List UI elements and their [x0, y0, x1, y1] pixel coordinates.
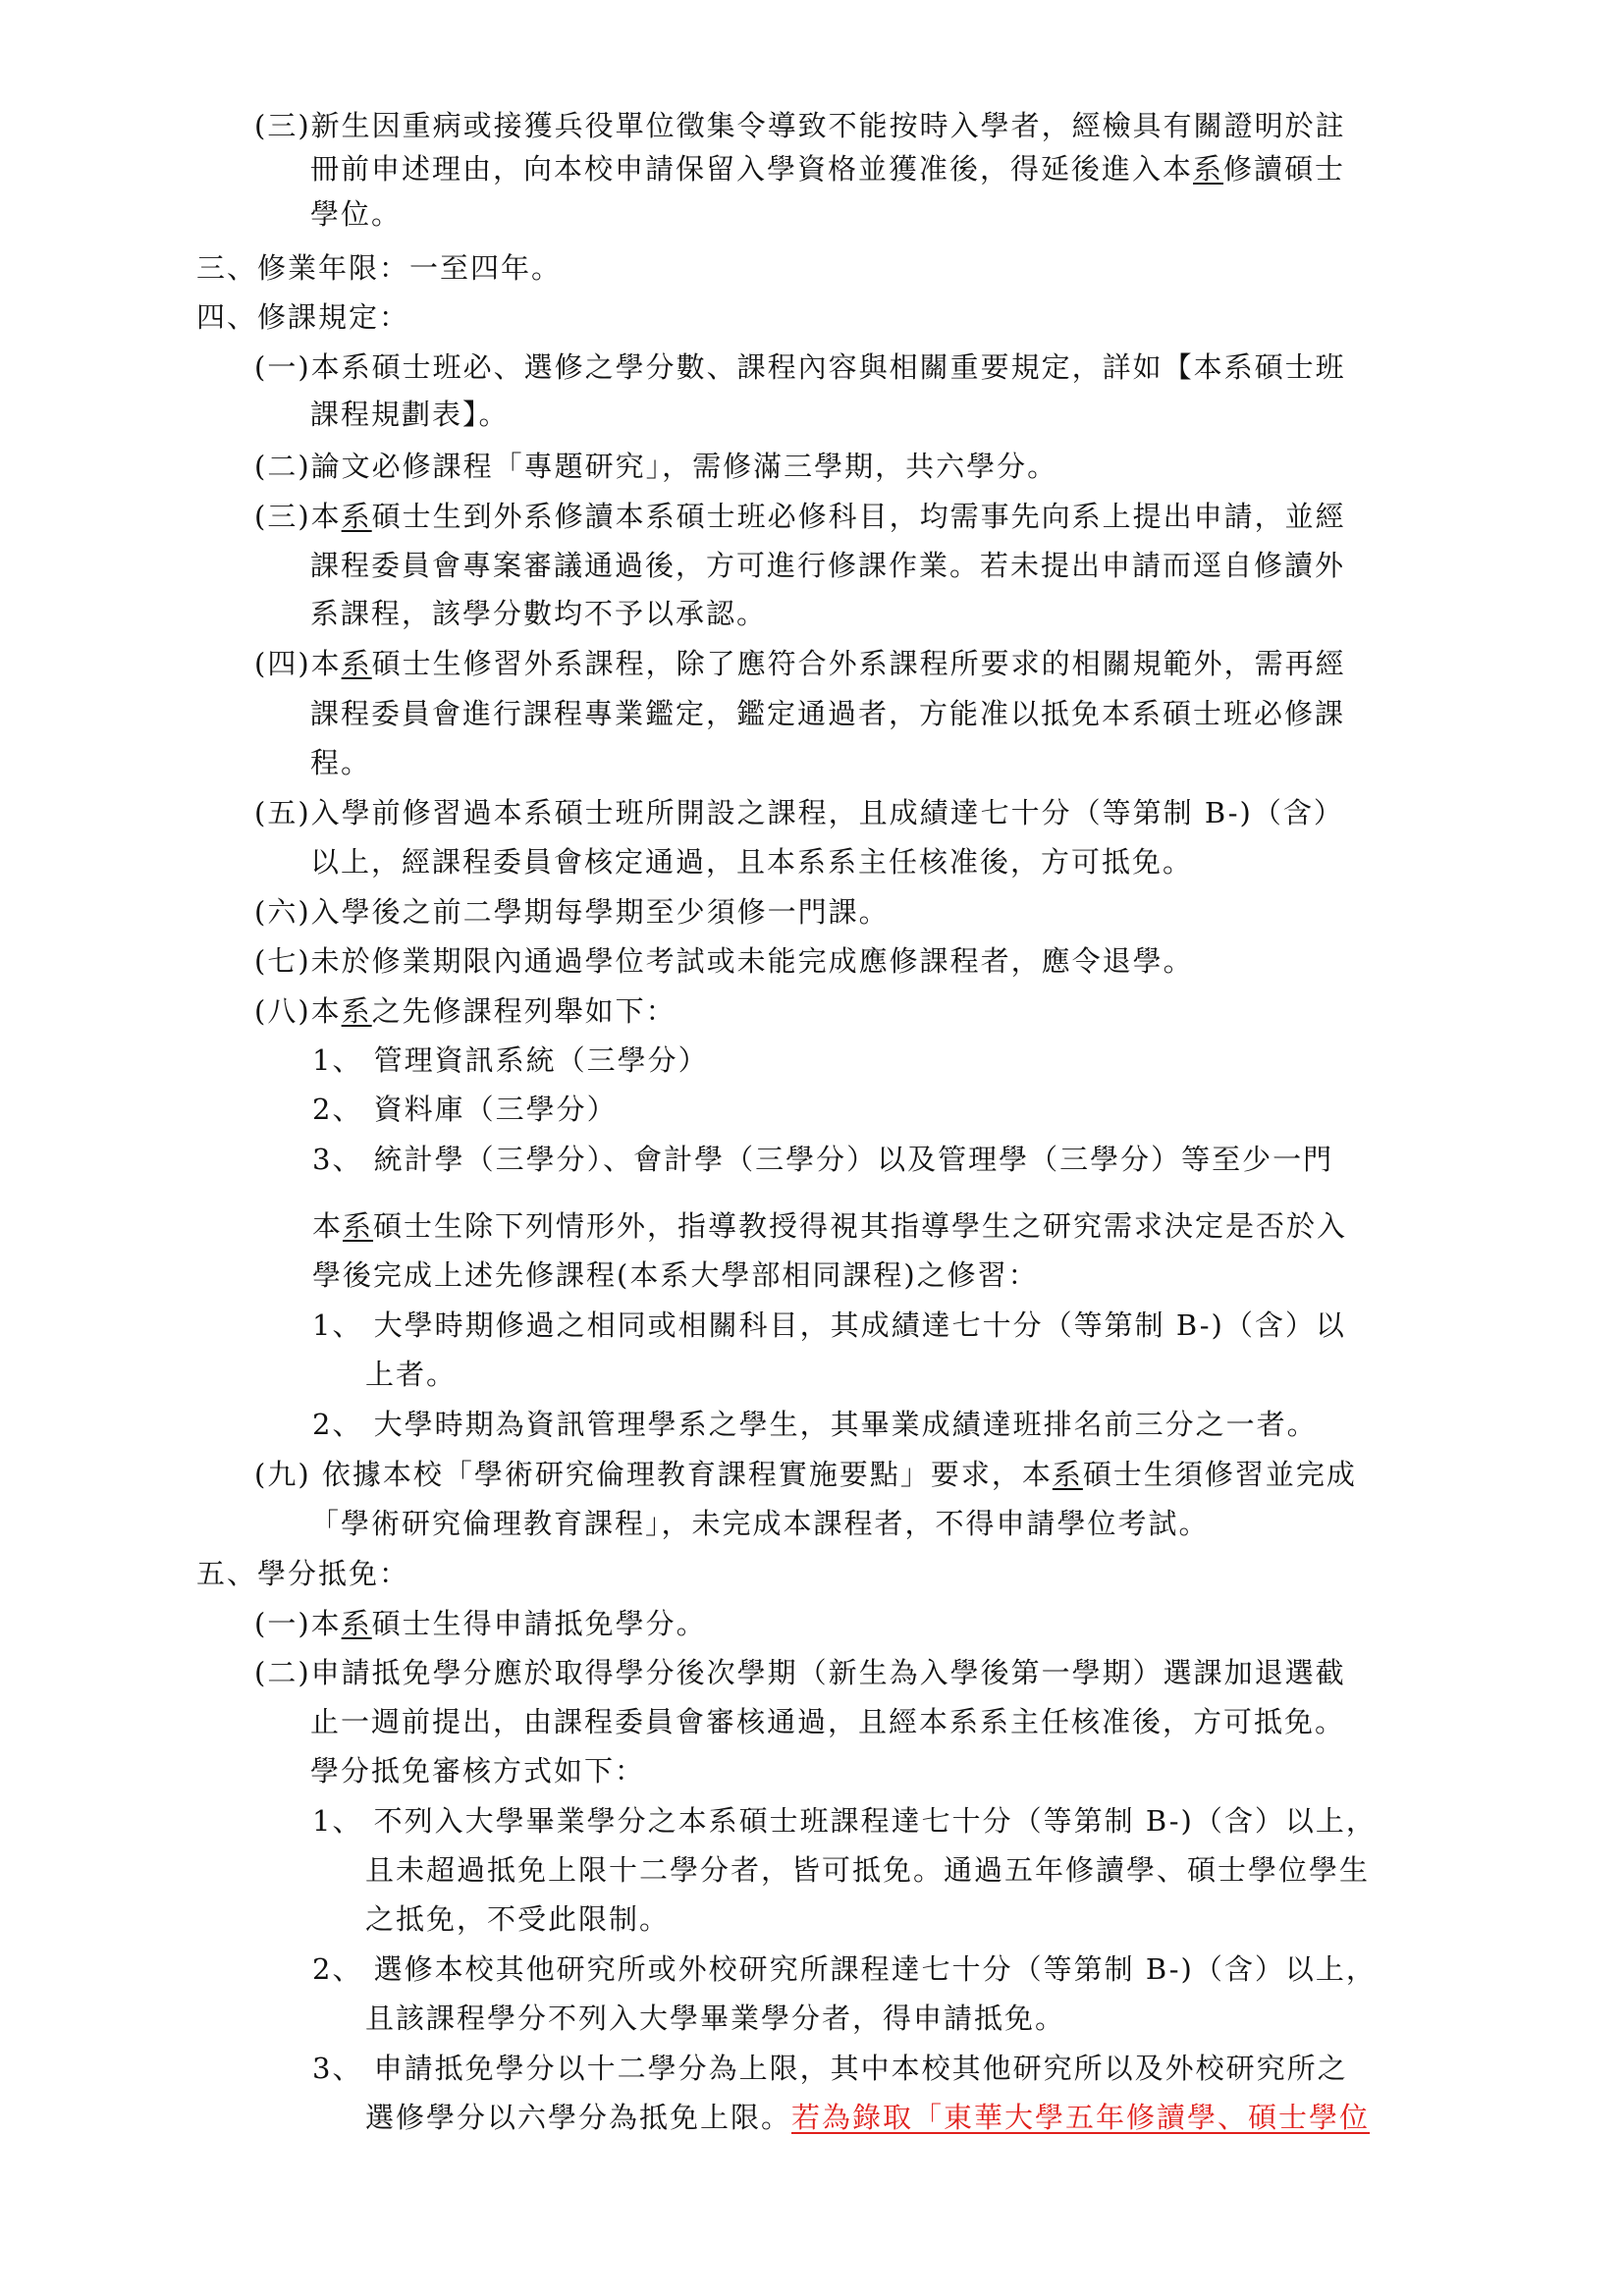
- numbered-item: 3、 統計學（三學分）、會計學（三學分）以及管理學（三學分）等至少一門: [312, 1143, 1334, 1176]
- paragraph-line: (三)新生因重病或接獲兵役單位徵集令導致不能按時入學者，經檢具有關證明於註: [254, 109, 1346, 142]
- list-item: (一)本系碩士生得申請抵免學分。: [254, 1607, 707, 1640]
- paragraph-line: 課程委員會進行課程專業鑑定，鑑定通過者，方能准以抵免本系碩士班必修課: [310, 697, 1346, 730]
- paragraph-line: 且未超過抵免上限十二學分者，皆可抵免。通過五年修讀學、碩士學位學生: [365, 1853, 1371, 1887]
- paragraph-line: 上者。: [365, 1358, 458, 1391]
- paragraph-line: 學後完成上述先修課程(本系大學部相同課程)之修習：: [312, 1258, 1039, 1292]
- section-heading: 三、修業年限：一至四年。: [196, 251, 563, 285]
- paragraph-line: 課程委員會專案審議通過後，方可進行修課作業。若未提出申請而逕自修讀外: [310, 549, 1346, 582]
- paragraph-line: 止一週前提出，由課程委員會審核通過，且經本系系主任核准後，方可抵免。: [310, 1705, 1346, 1738]
- list-item: (九) 依據本校「學術研究倫理教育課程實施要點」要求，本系碩士生須修習並完成: [254, 1458, 1357, 1491]
- numbered-item: 3、 申請抵免學分以十二學分為上限，其中本校其他研究所以及外校研究所之: [312, 2052, 1348, 2085]
- numbered-item: 1、 管理資訊系統（三學分）: [312, 1043, 709, 1077]
- numbered-item: 1、 大學時期修過之相同或相關科目，其成績達七十分（等第制 B-)（含）以: [312, 1308, 1346, 1342]
- paragraph-line: 之抵免，不受此限制。: [365, 1902, 671, 1936]
- list-item: (二)申請抵免學分應於取得學分後次學期（新生為入學後第一學期）選課加退選截: [254, 1656, 1346, 1689]
- paragraph-line: 以上，經課程委員會核定通過，且本系系主任核准後，方可抵免。: [310, 845, 1194, 879]
- list-item: (三)本系碩士生到外系修讀本系碩士班必修科目，均需事先向系上提出申請，並經: [254, 500, 1346, 533]
- list-item: (五)入學前修習過本系碩士班所開設之課程，且成績達七十分（等第制 B-)（含）: [254, 796, 1344, 829]
- list-item: (一)本系碩士班必、選修之學分數、課程內容與相關重要規定，詳如【本系碩士班: [254, 350, 1346, 384]
- section-heading: 五、學分抵免：: [196, 1557, 410, 1590]
- paragraph-line: 「學術研究倫理教育課程」，未完成本課程者，不得申請學位考試。: [310, 1507, 1210, 1540]
- paragraph-line: 選修學分以六學分為抵免上限。若為錄取「東華大學五年修讀學、碩士學位: [365, 2101, 1371, 2134]
- paragraph-line: 學位。: [310, 197, 403, 231]
- list-item: (四)本系碩士生修習外系課程，除了應符合外系課程所要求的相關規範外，需再經: [254, 647, 1346, 680]
- list-item: (六)入學後之前二學期每學期至少須修一門課。: [254, 895, 890, 929]
- list-item: (七)未於修業期限內通過學位考試或未能完成應修課程者，應令退學。: [254, 944, 1194, 978]
- paragraph-line: 本系碩士生除下列情形外，指導教授得視其指導學生之研究需求決定是否於入: [312, 1209, 1348, 1243]
- paragraph-line: 且該課程學分不列入大學畢業學分者，得申請抵免。: [365, 2002, 1066, 2035]
- list-item: (二)論文必修課程「專題研究」，需修滿三學期，共六學分。: [254, 450, 1058, 483]
- paragraph-line: 系課程，該學分數均不予以承認。: [310, 597, 768, 630]
- paragraph-line: 程。: [310, 746, 372, 779]
- numbered-item: 2、 大學時期為資訊管理學系之學生，其畢業成績達班排名前三分之一者。: [312, 1408, 1318, 1441]
- highlighted-revision-text: 若為錄取「東華大學五年修讀學、碩士學位: [791, 2101, 1371, 2134]
- section-heading: 四、修課規定：: [196, 300, 410, 334]
- paragraph-line: 冊前申述理由，向本校申請保留入學資格並獲准後，得延後進入本系修讀碩士: [310, 152, 1346, 186]
- paragraph-line: 學分抵免審核方式如下：: [310, 1754, 646, 1788]
- paragraph-line: 課程規劃表】。: [310, 398, 510, 431]
- list-item: (八)本系之先修課程列舉如下：: [254, 994, 677, 1028]
- numbered-item: 2、 資料庫（三學分）: [312, 1093, 618, 1126]
- numbered-item: 1、 不列入大學畢業學分之本系碩士班課程達七十分（等第制 B-)（含）以上，: [312, 1804, 1377, 1838]
- numbered-item: 2、 選修本校其他研究所或外校研究所課程達七十分（等第制 B-)（含）以上，: [312, 1952, 1377, 1986]
